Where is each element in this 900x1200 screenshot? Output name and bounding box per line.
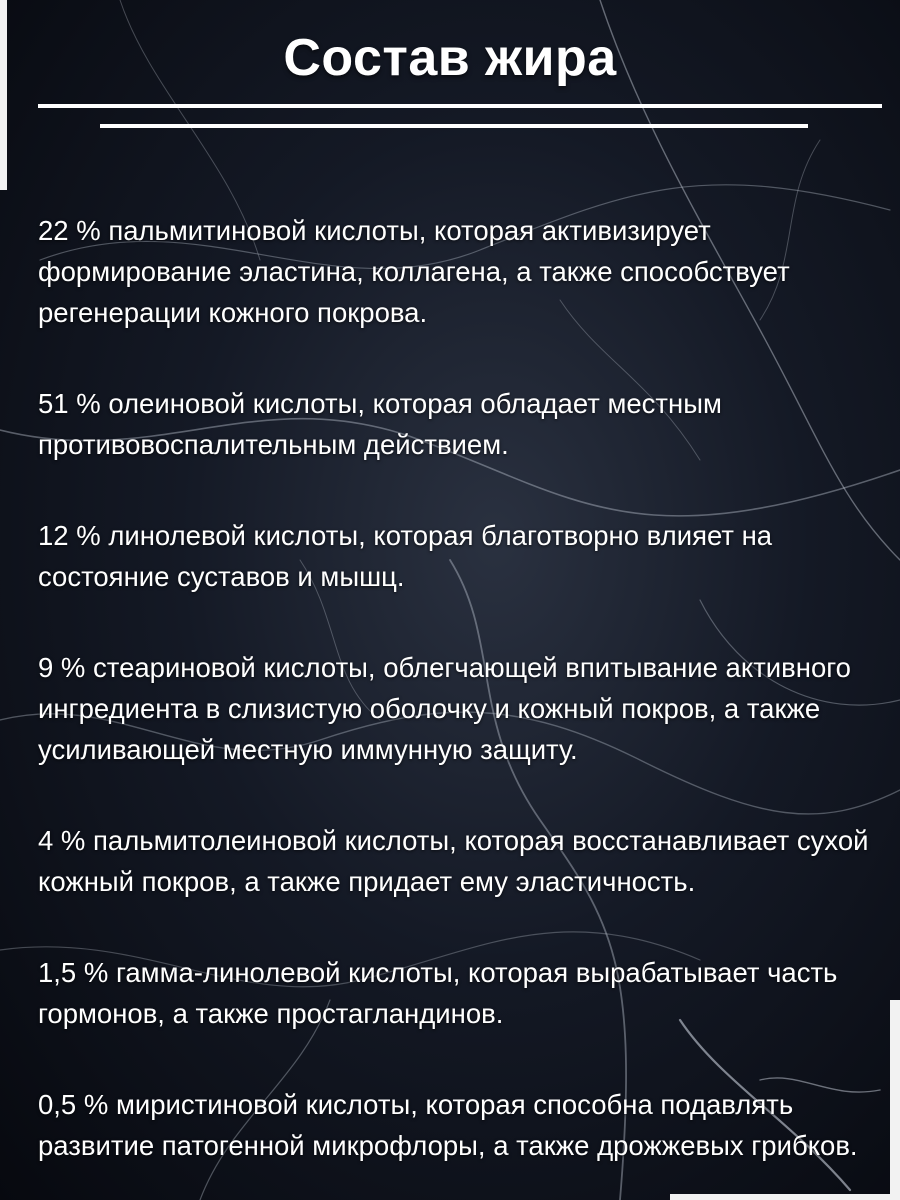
list-item-oleic: 51 % олеиновой кислоты, которая обладает местным противовоспалительным действием. [38,388,722,460]
list-item-stearic: 9 % стеариновой кислоты, облегчающей впитывание активного ингредиента в слизистую оболочку и кожный покров, а также усиливающей местную иммунную защиту. [38,652,851,765]
list-item-palmitic: 22 % пальмитиновой кислоты, которая активизирует формирование эластина, коллагена, а также способствует регенерации кожного покрова. [38,215,790,328]
list-item-palmitoleic: 4 % пальмитолеиновой кислоты, которая восстанавливает сухой кожный покров, а также придает ему эластичность. [38,825,869,897]
white-edge-right [890,1000,900,1200]
list-item-linoleic: 12 % линолевой кислоты, которая благотворно влияет на состояние суставов и мышц. [38,520,773,592]
list-item-myristic: 0,5 % миристиновой кислоты, которая способна подавлять развитие патогенной микрофлоры, а также дрожжевых грибков. [38,1089,858,1161]
title-underline-short [100,124,808,128]
list-item-gamma-linolenic: 1,5 % гамма-линолевой кислоты, которая вырабатывает часть гормонов, а также простагландинов. [38,957,838,1029]
page-title: Состав жира [283,29,617,87]
fatty-acid-list [38,210,878,1200]
title-underline-long [38,104,882,108]
